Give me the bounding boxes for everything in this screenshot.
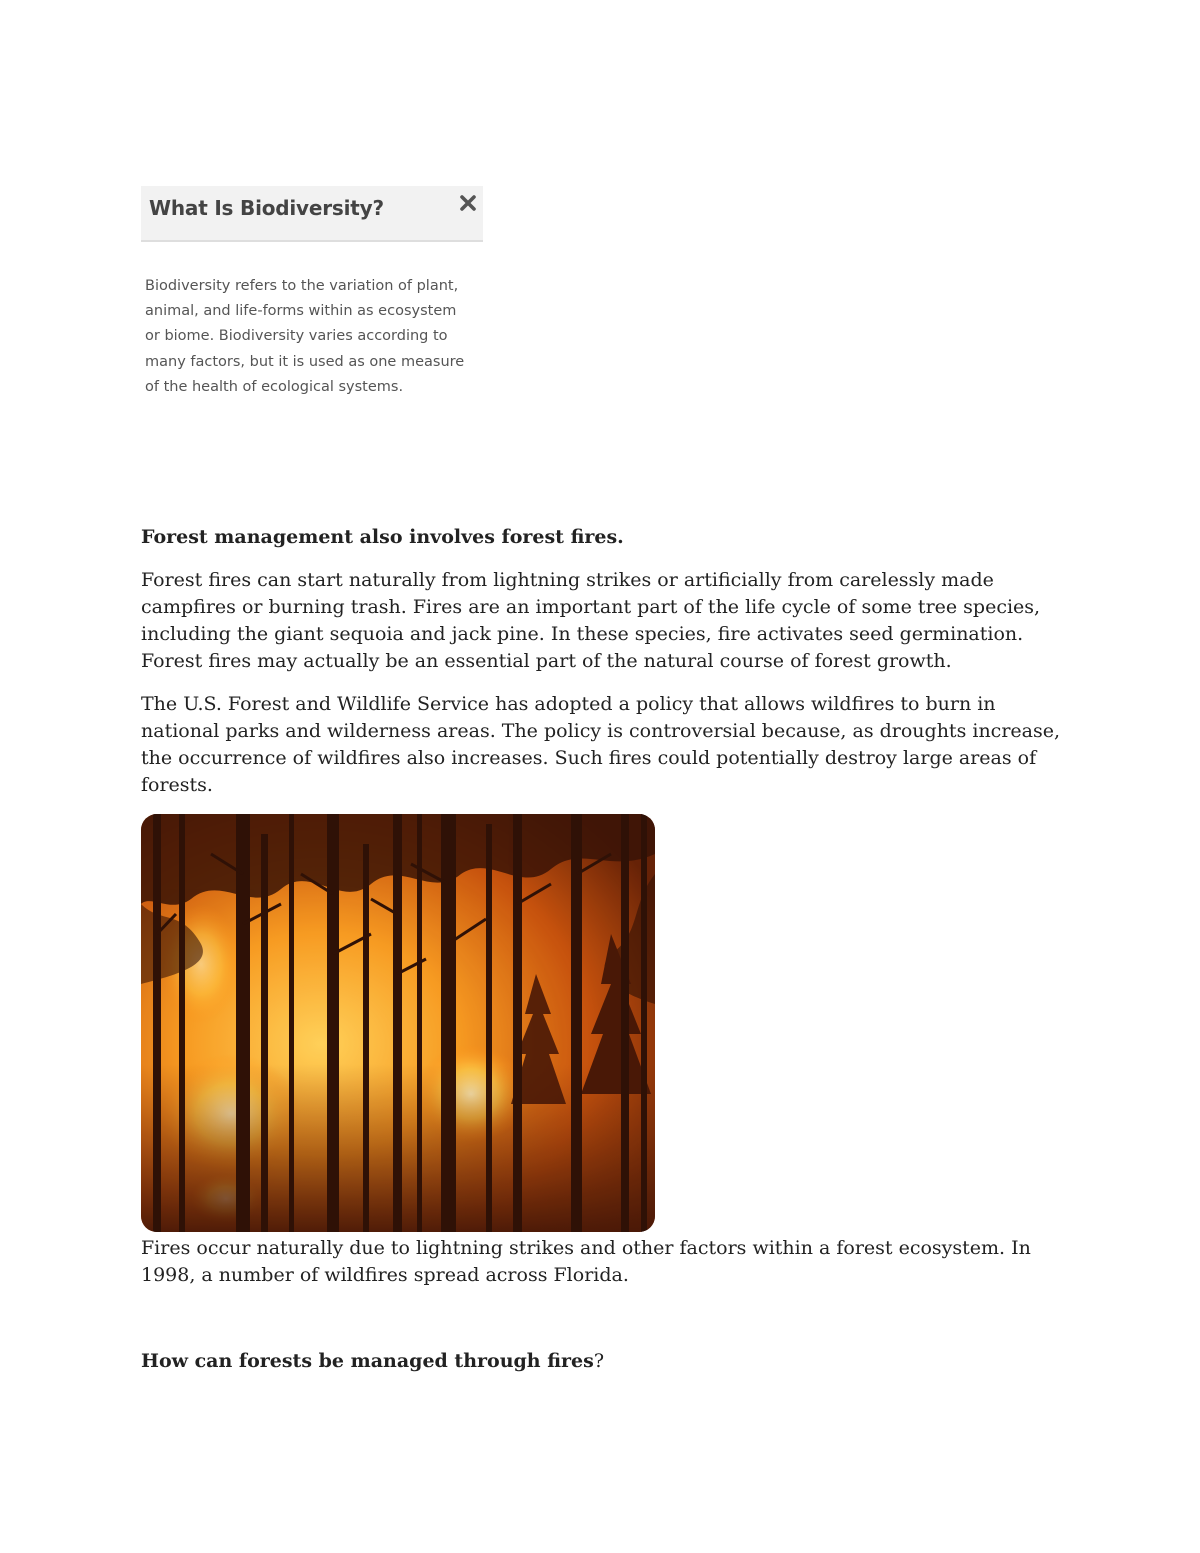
popup-title: What Is Biodiversity? [149,196,384,220]
popup-definition-text: Biodiversity refers to the variation of plant, animal, and life-forms within as ecosystem or biome. Biodiversity varies according to many factors, but it is used as one measure of the health of ecological systems. [145,278,465,395]
image-caption: Fires occur naturally due to lightning strikes and other factors within a forest ecosystem. In 1998, a number of wildfires spread across Florida. [141,1237,1031,1286]
article-body [141,524,1071,815]
paragraph: Forest fires can start naturally from lightning strikes or artificially from carelessly made campfires or burning trash. Fires are an important part of the life cycle of some tree species, including the giant sequoia and jack pine. In these species, fire activates seed germination. Forest fires may actually be an essential part of the natural course of forest growth. [141,569,1041,672]
definition-popup [141,186,483,400]
closing-question [141,1348,1071,1375]
question-mark: ? [593,1350,605,1372]
section-heading: Forest management also involves forest fires. [141,526,624,548]
question-text: How can forests be managed through fires [141,1350,594,1372]
forest-fire-image [141,814,655,1232]
close-icon[interactable] [459,194,477,212]
popup-header [141,186,483,242]
paragraph: The U.S. Forest and Wildlife Service has adopted a policy that allows wildfires to burn in national parks and wilderness areas. The policy is controversial because, as droughts increase, the occurrence of wildfires also increases. Such fires could potentially destroy large areas of forests. [141,693,1061,796]
